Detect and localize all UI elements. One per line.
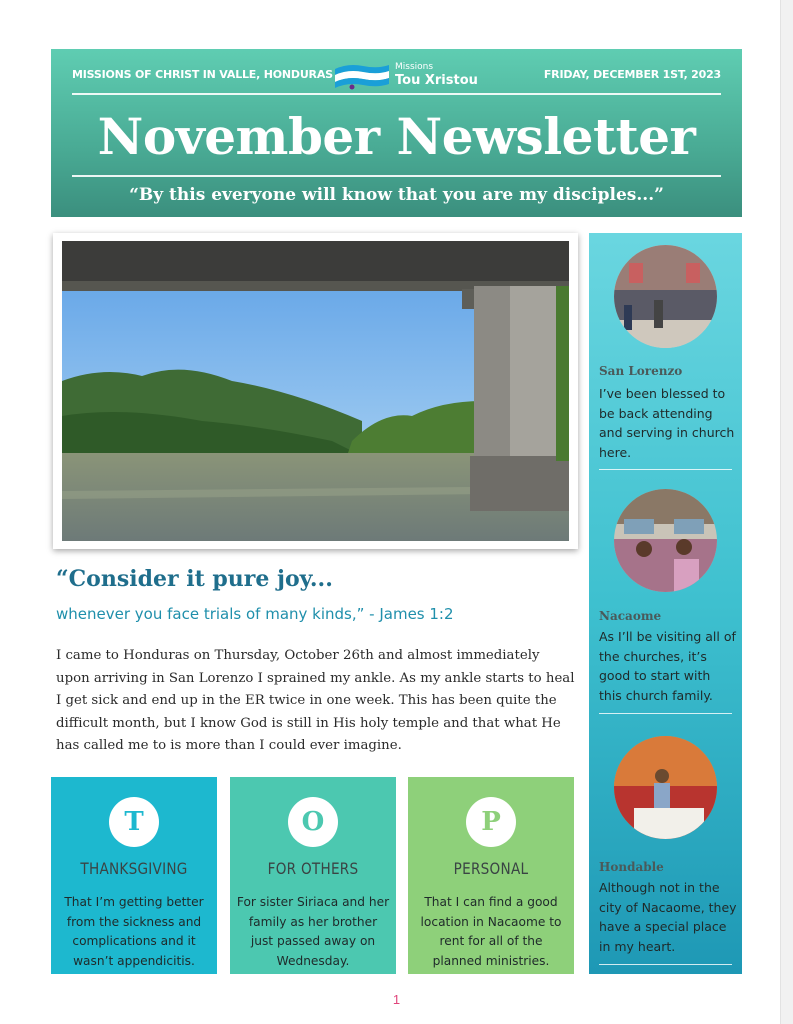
logo: [333, 59, 493, 93]
newsletter-date: FRIDAY, DECEMBER 1ST, 2023: [543, 68, 721, 81]
prayer-box-text: That I’m getting better from the sickness and complications and it wasn’t appendicitis.: [64, 895, 204, 968]
header-rule-top: [72, 93, 721, 95]
san-lorenzo-church-photo: [614, 245, 717, 348]
prayer-box-title: FOR OTHERS: [267, 859, 359, 878]
page-number: 1: [392, 992, 401, 1007]
river-bridge-photo: [62, 241, 569, 541]
church-text-nacaome: As I’ll be visiting all of the churches, it’s good to start with this church family.: [599, 629, 736, 703]
church-title-san-lorenzo: San Lorenzo: [599, 364, 683, 378]
prayer-box-text: That I can find a good location in Nacaome to rent for all of the planned ministries.: [420, 895, 562, 968]
honduras-flag-icon: [333, 61, 391, 91]
nacaome-church-photo: [614, 489, 717, 592]
church-text-san-lorenzo: I’ve been blessed to be back attending and serving in church here.: [599, 386, 735, 460]
sidebar-divider: [599, 964, 732, 965]
church-title-nacaome: Nacaome: [599, 609, 662, 623]
prayer-box-thanksgiving: [51, 777, 217, 974]
prayer-box-personal: [408, 777, 574, 974]
section-subheading: whenever you face trials of many kinds,” - James 1:2: [56, 605, 454, 623]
prayer-box-text: For sister Siriaca and her family as her brother just passed away on Wednesday.: [236, 895, 390, 968]
letter-badge: T: [109, 797, 159, 847]
river-photo-frame: [53, 233, 578, 549]
organization-name: MISSIONS OF CHRIST IN VALLE, HONDURAS: [72, 68, 333, 81]
prayer-box-for-others: [230, 777, 396, 974]
page-edge: [780, 0, 793, 1024]
letter-badge: O: [288, 797, 338, 847]
section-heading: “Consider it pure joy...: [56, 566, 333, 592]
header-rule-bottom: [72, 175, 721, 177]
logo-name: Tou Xristou: [395, 73, 478, 88]
hondable-church-photo: [614, 736, 717, 839]
newsletter-title: November Newsletter: [97, 107, 696, 166]
sidebar-divider: [599, 469, 732, 470]
church-text-hondable: Although not in the city of Nacaome, they have a special place in my heart.: [599, 880, 737, 954]
letter-badge: P: [466, 797, 516, 847]
prayer-box-title: PERSONAL: [453, 859, 529, 878]
header-verse: “By this everyone will know that you are my disciples...”: [129, 185, 664, 205]
church-sidebar: [589, 233, 742, 974]
newsletter-header: [51, 49, 742, 217]
sidebar-divider: [599, 713, 732, 714]
prayer-box-title: THANKSGIVING: [80, 859, 188, 878]
body-paragraph: I came to Honduras on Thursday, October 26th and almost immediately upon arriving in San Lorenzo I sprained my ankle. As my ankle starts to heal I get sick and end up in the ER twice in one week. This has been quite the difficult month, but I know God is still in His holy temple and that what He has called me to is more than I could ever imagine.: [56, 648, 575, 753]
logo-small-text: Missions: [395, 62, 434, 72]
church-title-hondable: Hondable: [599, 860, 664, 874]
